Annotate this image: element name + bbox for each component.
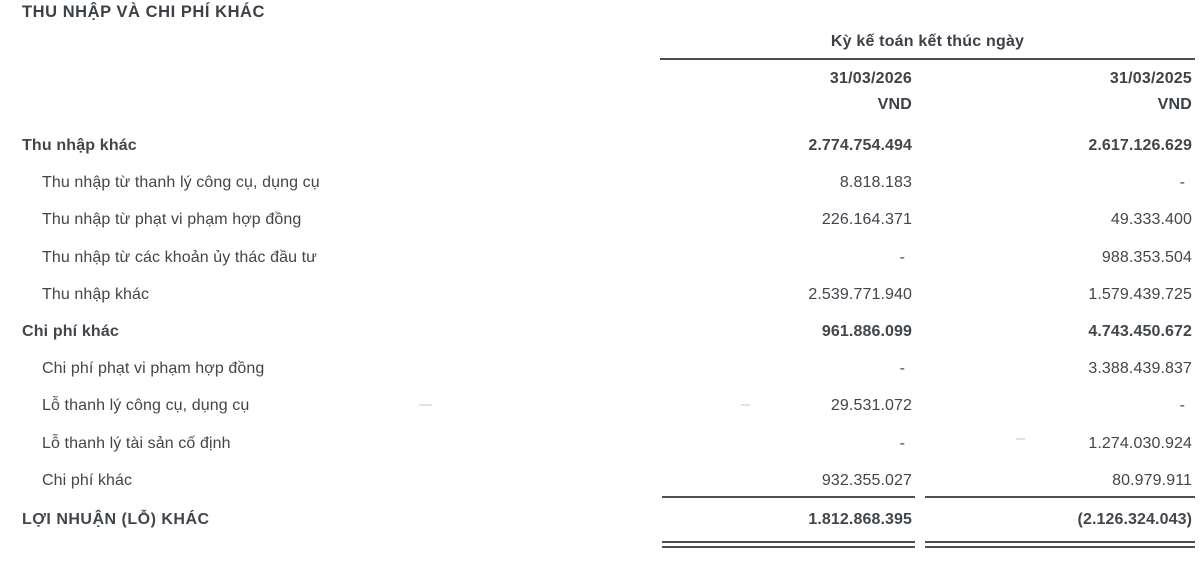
table-row <box>0 249 1200 279</box>
table-row <box>0 323 1200 353</box>
row-label: Chi phí khác <box>42 471 133 489</box>
total-rule-top-col1 <box>662 496 915 498</box>
total-label: LỢI NHUẬN (LỖ) KHÁC <box>22 511 210 528</box>
row-value-1 <box>612 249 912 267</box>
nil-dash: - <box>899 434 905 452</box>
column-header-unit-2: VND <box>1157 96 1192 113</box>
nil-dash: - <box>1179 174 1185 192</box>
row-label: Chi phí khác <box>22 323 119 340</box>
row-label: Thu nhập từ các khoản ủy thác đầu tư <box>42 248 317 266</box>
total-value-col2: (2.126.324.043) <box>1077 511 1192 528</box>
row-value-2: 4.743.450.672 <box>1088 323 1192 340</box>
row-value-1: 2.539.771.940 <box>808 285 912 303</box>
row-value-2 <box>892 174 1192 192</box>
nil-dash: - <box>899 248 905 266</box>
total-rule-top-col2 <box>925 496 1195 498</box>
row-value-2 <box>892 397 1192 415</box>
table-row <box>0 174 1200 204</box>
row-label: Chi phí phạt vi phạm hợp đồng <box>42 360 265 378</box>
total-rule-bottom-col1-a <box>662 541 915 543</box>
total-rule-bottom-col2-a <box>925 541 1195 543</box>
total-rule-bottom-col1-b <box>662 546 915 548</box>
column-header-unit-1: VND <box>877 96 912 113</box>
row-value-1 <box>612 360 912 378</box>
period-header-rule <box>660 58 1195 60</box>
row-label: Lỗ thanh lý công cụ, dụng cụ <box>42 397 250 415</box>
row-label: Thu nhập từ phạt vi phạm hợp đồng <box>42 211 302 229</box>
row-value-1: 961.886.099 <box>821 323 912 340</box>
row-value-2: 988.353.504 <box>1101 248 1192 266</box>
column-header-date-1: 31/03/2026 <box>829 70 912 87</box>
row-label: Lỗ thanh lý tài sản cố định <box>42 434 231 452</box>
row-value-1: 29.531.072 <box>830 397 912 415</box>
scan-artifact <box>741 404 750 406</box>
total-rule-bottom-col2-b <box>925 546 1195 548</box>
row-value-2: 1.579.439.725 <box>1088 285 1192 303</box>
page-title: THU NHẬP VÀ CHI PHÍ KHÁC <box>22 3 265 21</box>
total-value-col1: 1.812.868.395 <box>808 511 912 528</box>
row-label: Thu nhập khác <box>42 285 150 303</box>
table-row <box>0 286 1200 316</box>
table-row <box>0 360 1200 390</box>
row-value-1 <box>612 435 912 453</box>
table-row <box>0 397 1200 427</box>
scan-artifact <box>1016 438 1025 440</box>
row-value-2: 3.388.439.837 <box>1088 360 1192 378</box>
row-label: Thu nhập từ thanh lý công cụ, dụng cụ <box>42 174 320 192</box>
table-row <box>0 137 1200 167</box>
row-value-2: 2.617.126.629 <box>1088 137 1192 154</box>
nil-dash: - <box>899 360 905 378</box>
row-value-1: 226.164.371 <box>821 211 912 229</box>
row-value-2: 1.274.030.924 <box>1088 434 1192 452</box>
row-value-1: 2.774.754.494 <box>808 137 912 154</box>
row-value-1: 8.818.183 <box>839 174 912 192</box>
table-row-total <box>0 511 1200 541</box>
row-label: Thu nhập khác <box>22 137 137 154</box>
row-value-2: 49.333.400 <box>1110 211 1192 229</box>
period-header: Kỳ kế toán kết thúc ngày <box>830 33 1025 50</box>
scan-artifact <box>419 404 432 406</box>
column-header-date-2: 31/03/2025 <box>1109 70 1192 87</box>
row-value-1: 932.355.027 <box>821 471 912 489</box>
row-value-2: 80.979.911 <box>1112 471 1192 489</box>
table-row <box>0 211 1200 241</box>
nil-dash: - <box>1179 397 1185 415</box>
